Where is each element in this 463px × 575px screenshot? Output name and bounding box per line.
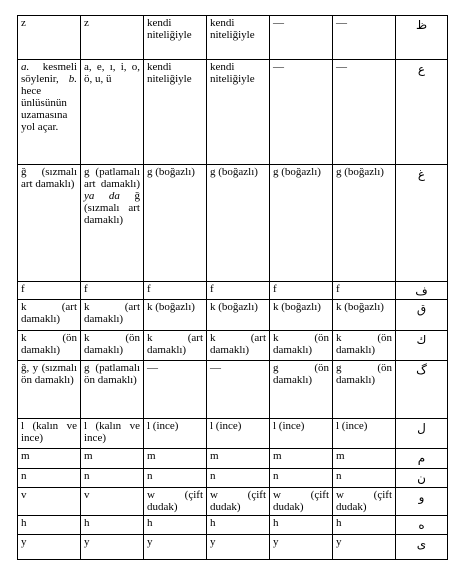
table-cell: — [270, 16, 333, 60]
table-row [18, 360, 448, 418]
table-cell: kendi niteliğiyle [144, 59, 207, 165]
arabic-letter: ى [396, 534, 448, 559]
table-cell: y [144, 534, 207, 559]
table-cell: ğ, y (sızmalı ön damaklı) [18, 360, 81, 418]
table-cell: kendi niteliğiyle [207, 16, 270, 60]
table-cell: y [270, 534, 333, 559]
table-cell: f [270, 281, 333, 300]
table-cell: — [144, 360, 207, 418]
table-cell: l (ince) [270, 418, 333, 448]
table-row [18, 300, 448, 330]
table-cell: — [333, 59, 396, 165]
table-cell: h [18, 516, 81, 535]
table-cell: h [333, 516, 396, 535]
arabic-letter: ف [396, 281, 448, 300]
table-cell: n [270, 468, 333, 488]
table-cell: n [207, 468, 270, 488]
table-cell: y [18, 534, 81, 559]
cell-text: ya da [84, 190, 120, 203]
table-row [18, 488, 448, 516]
table-cell: k (art damaklı) [18, 300, 81, 330]
arabic-letter: و [396, 488, 448, 516]
table-cell: g (ön damaklı) [270, 360, 333, 418]
table-cell: y [333, 534, 396, 559]
table-cell: l (ince) [207, 418, 270, 448]
cell-text: a. [21, 60, 30, 73]
table-cell: l (ince) [333, 418, 396, 448]
table-cell: w (çift dudak) [270, 488, 333, 516]
table-cell: k (ön damaklı) [333, 330, 396, 360]
table-cell: k (art damaklı) [207, 330, 270, 360]
table-cell: g (boğazlı) [207, 165, 270, 281]
cell-text: kesmeli söylenir, [21, 60, 77, 85]
table-cell: l (kalın ve ince) [81, 418, 144, 448]
table-cell: kendi niteliğiyle [144, 16, 207, 60]
table-cell [18, 59, 81, 165]
table-row [18, 59, 448, 165]
table-cell: f [207, 281, 270, 300]
cell-text: b. [68, 72, 77, 85]
table-cell: kendi niteliğiyle [207, 59, 270, 165]
table-cell: v [81, 488, 144, 516]
table-cell: k (boğazlı) [270, 300, 333, 330]
table-cell: m [81, 448, 144, 468]
table-cell: n [81, 468, 144, 488]
table-cell: m [207, 448, 270, 468]
table-cell: m [18, 448, 81, 468]
table-cell: z [18, 16, 81, 60]
arabic-letter: ع [396, 59, 448, 165]
arabic-letter: ل [396, 418, 448, 448]
arabic-letter: گ [396, 360, 448, 418]
table-cell: k (boğazlı) [207, 300, 270, 330]
table-cell: g (boğazlı) [333, 165, 396, 281]
table-cell: y [81, 534, 144, 559]
table-row [18, 516, 448, 535]
arabic-letter: م [396, 448, 448, 468]
table-cell: k (ön damaklı) [18, 330, 81, 360]
table-cell: n [333, 468, 396, 488]
table-cell: k (ön damaklı) [270, 330, 333, 360]
table-cell: f [144, 281, 207, 300]
table-cell: — [270, 59, 333, 165]
table-cell: h [207, 516, 270, 535]
table-cell: f [81, 281, 144, 300]
table-cell [81, 165, 144, 281]
table-cell: w (çift dudak) [207, 488, 270, 516]
table-cell: ğ (sızmalı art damaklı) [18, 165, 81, 281]
cell-text: hece ünlüsünün uzamasına yol açar. [21, 84, 68, 133]
table-row [18, 468, 448, 488]
table-cell: m [144, 448, 207, 468]
table-cell: — [333, 16, 396, 60]
table-cell: k (art damaklı) [81, 300, 144, 330]
table-cell: h [144, 516, 207, 535]
arabic-letter: غ [396, 165, 448, 281]
table-cell: h [270, 516, 333, 535]
cell-text: ğ (sızmalı art damaklı) [84, 190, 140, 227]
table-row [18, 418, 448, 448]
table-cell: f [18, 281, 81, 300]
table-row [18, 16, 448, 60]
table-cell: — [207, 360, 270, 418]
table-cell: y [207, 534, 270, 559]
table-cell: g (patlamalı ön damaklı) [81, 360, 144, 418]
table-cell: w (çift dudak) [333, 488, 396, 516]
table-cell: m [270, 448, 333, 468]
table-cell: m [333, 448, 396, 468]
cell-text: g (patlamalı art damaklı) [84, 166, 140, 191]
arabic-letter: ظ [396, 16, 448, 60]
table-cell: w (çift dudak) [144, 488, 207, 516]
table-cell: z [81, 16, 144, 60]
table-row [18, 165, 448, 281]
table-cell: g (ön damaklı) [333, 360, 396, 418]
arabic-letter: ك [396, 330, 448, 360]
arabic-letter: ن [396, 468, 448, 488]
table-cell: f [333, 281, 396, 300]
table-row [18, 330, 448, 360]
table-cell: l (ince) [144, 418, 207, 448]
arabic-letter: ق [396, 300, 448, 330]
transcription-table [17, 15, 448, 560]
arabic-letter: ه [396, 516, 448, 535]
table-cell: k (boğazlı) [333, 300, 396, 330]
table-row [18, 448, 448, 468]
table-cell: n [18, 468, 81, 488]
table-cell: k (boğazlı) [144, 300, 207, 330]
table-cell: l (kalın ve ince) [18, 418, 81, 448]
table-cell: g (boğazlı) [270, 165, 333, 281]
table-cell: g (boğazlı) [144, 165, 207, 281]
table-cell: h [81, 516, 144, 535]
table-cell: k (ön damaklı) [81, 330, 144, 360]
table-cell: a, e, ı, i, o, ö, u, ü [81, 59, 144, 165]
table-cell: k (art damaklı) [144, 330, 207, 360]
table-row [18, 534, 448, 559]
table-cell: v [18, 488, 81, 516]
table-cell: n [144, 468, 207, 488]
table-row [18, 281, 448, 300]
table-body [18, 16, 448, 560]
